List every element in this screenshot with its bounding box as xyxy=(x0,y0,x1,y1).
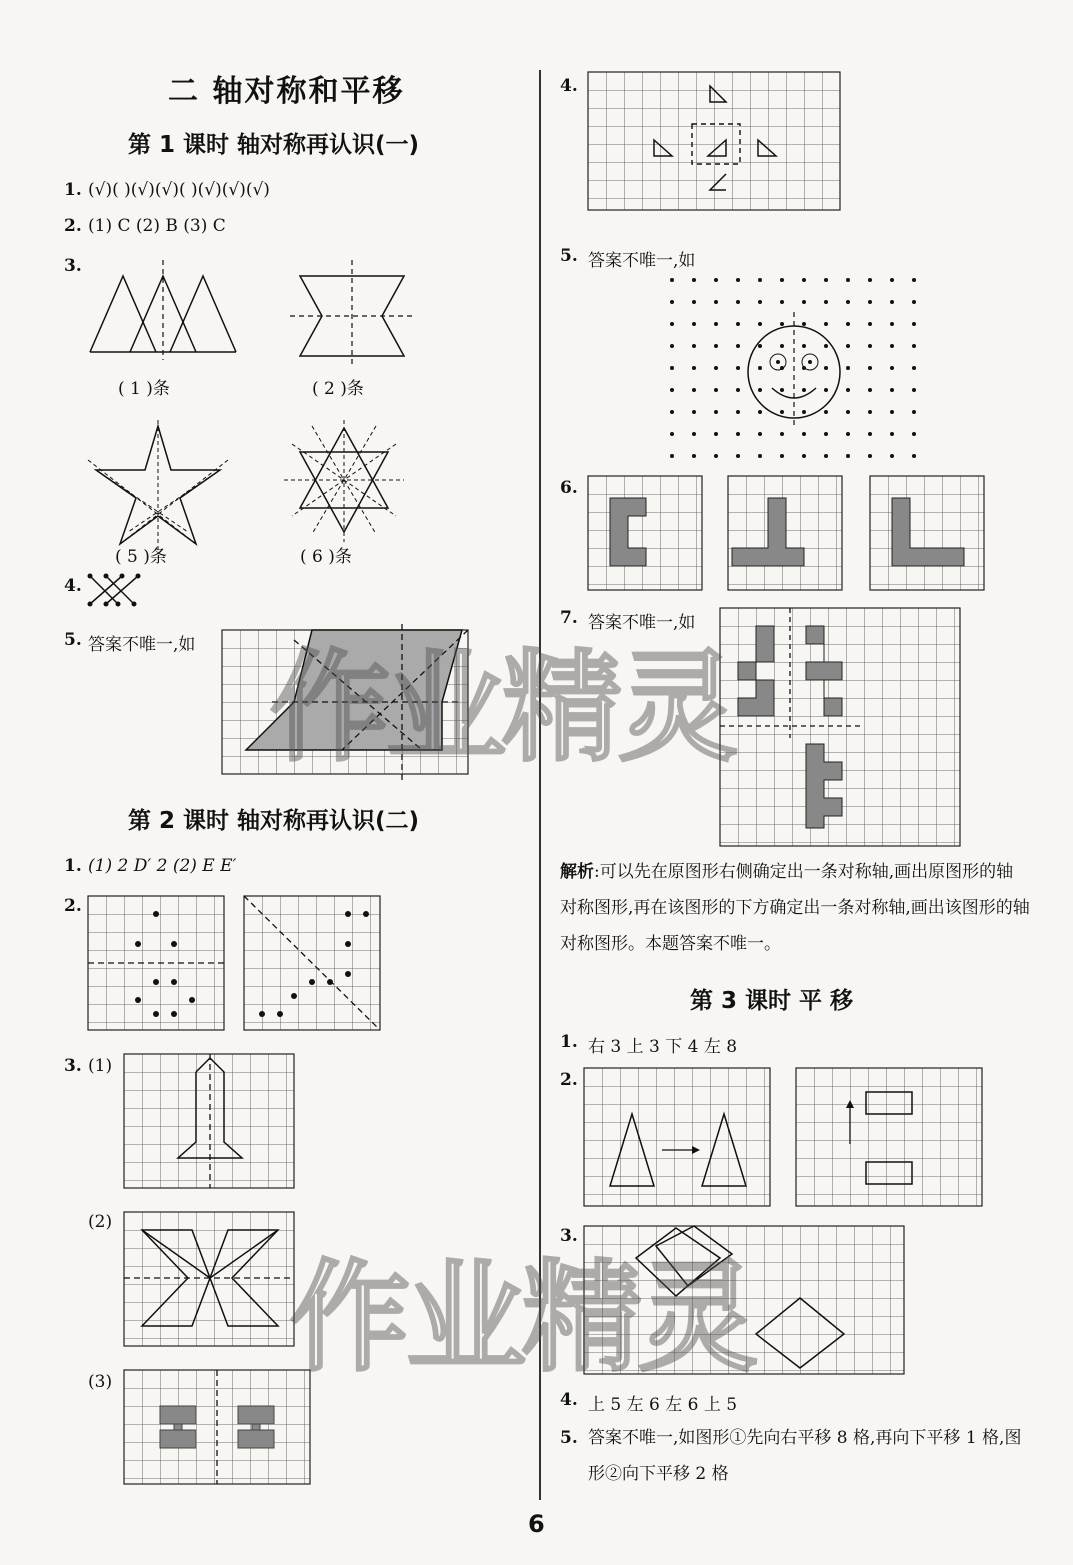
grid-dot xyxy=(714,278,718,282)
grid-dot xyxy=(912,388,916,392)
grid-dot xyxy=(802,432,806,436)
grid-dot xyxy=(670,366,674,370)
r-q5-number: 5. xyxy=(560,246,578,266)
grid-dot xyxy=(824,432,828,436)
watermark-bottom: 作业精灵 xyxy=(290,1249,754,1388)
grid-dot xyxy=(758,344,762,348)
grid-dot xyxy=(912,366,916,370)
l2q3-part-1: (1) xyxy=(88,1056,113,1076)
grid-dot xyxy=(736,388,740,392)
grid-dot xyxy=(736,344,740,348)
l3q3-number: 3. xyxy=(560,1226,578,1246)
grid-dot xyxy=(912,454,916,458)
grid-dot xyxy=(912,432,916,436)
grid-dot xyxy=(736,366,740,370)
grid-dot xyxy=(736,410,740,414)
q5-answer: 答案不唯一,如 xyxy=(88,635,196,655)
grid-dot xyxy=(890,366,894,370)
grid-dot xyxy=(780,300,784,304)
q3-figure-6 xyxy=(284,420,404,550)
q3-figure-1 xyxy=(88,260,238,356)
grid-dot xyxy=(758,410,762,414)
section-title: 二 轴对称和平移 xyxy=(168,74,405,109)
grid-dot xyxy=(824,366,828,370)
grid-dot xyxy=(736,432,740,436)
l2q2-grid-b xyxy=(244,896,380,1030)
grid-dot xyxy=(670,344,674,348)
grid-dot xyxy=(780,388,784,392)
grid-dot xyxy=(692,300,696,304)
grid-dot xyxy=(890,300,894,304)
grid-dot xyxy=(758,432,762,436)
r-q6-grid-1 xyxy=(588,476,702,590)
r-q5-dot-figure xyxy=(668,276,920,460)
grid-dot xyxy=(912,300,916,304)
grid-dot xyxy=(780,432,784,436)
q1-number: 1. xyxy=(64,180,82,200)
grid-dot xyxy=(692,322,696,326)
grid-dot xyxy=(912,344,916,348)
grid-dot xyxy=(890,344,894,348)
l3q5-number: 5. xyxy=(560,1428,578,1448)
grid-dot xyxy=(802,322,806,326)
grid-dot xyxy=(758,300,762,304)
grid-dot xyxy=(912,278,916,282)
grid-dot xyxy=(758,366,762,370)
grid-dot xyxy=(714,388,718,392)
r-q6-grid-2 xyxy=(728,476,842,590)
grid-dot xyxy=(802,344,806,348)
grid-dot xyxy=(824,388,828,392)
l2q3-grid-3 xyxy=(124,1370,310,1484)
grid-dot xyxy=(868,432,872,436)
l3q4-answer: 上 5 左 6 左 6 上 5 xyxy=(588,1395,738,1415)
grid-dot xyxy=(890,322,894,326)
grid-dot xyxy=(868,454,872,458)
grid-dot xyxy=(890,278,894,282)
grid-dot xyxy=(670,322,674,326)
q1-answer: (√)( )(√)(√)( )(√)(√)(√) xyxy=(88,180,270,200)
lesson1-title: 第 1 课时 轴对称再认识(一) xyxy=(128,132,420,158)
analysis-paragraph xyxy=(560,854,1030,962)
lesson3-title: 第 3 课时 平 移 xyxy=(690,988,854,1014)
grid-dot xyxy=(846,344,850,348)
grid-dot xyxy=(670,432,674,436)
grid-dot xyxy=(714,344,718,348)
q3-label-2: ( 2 )条 xyxy=(312,379,364,399)
grid-dot xyxy=(824,300,828,304)
l3q2-grid-1 xyxy=(584,1068,770,1206)
l2q2-number: 2. xyxy=(64,896,82,916)
grid-dot xyxy=(824,344,828,348)
grid-dot xyxy=(736,300,740,304)
grid-dot xyxy=(868,366,872,370)
grid-dot xyxy=(714,300,718,304)
lesson2-title: 第 2 课时 轴对称再认识(二) xyxy=(128,808,420,834)
grid-dot xyxy=(736,278,740,282)
grid-dot xyxy=(780,322,784,326)
grid-dot xyxy=(868,278,872,282)
r-q4-number: 4. xyxy=(560,76,578,96)
l3q5-answer: 答案不唯一,如图形①先向右平移 8 格,再向下平移 1 格,图形②向下平移 2 格 xyxy=(588,1428,1022,1484)
grid-dot xyxy=(802,300,806,304)
grid-dot xyxy=(670,454,674,458)
grid-dot xyxy=(692,278,696,282)
grid-dot xyxy=(758,322,762,326)
grid-dot xyxy=(714,410,718,414)
grid-dot xyxy=(670,388,674,392)
grid-dot xyxy=(758,454,762,458)
l2q3-number: 3. xyxy=(64,1056,82,1076)
grid-dot xyxy=(736,454,740,458)
grid-dot xyxy=(670,278,674,282)
grid-dot xyxy=(846,322,850,326)
grid-dot xyxy=(912,322,916,326)
l2q3-part-2: (2) xyxy=(88,1212,113,1232)
grid-dot xyxy=(758,278,762,282)
grid-dot xyxy=(890,454,894,458)
q3-number: 3. xyxy=(64,256,82,276)
grid-dot xyxy=(692,432,696,436)
r-q5-answer: 答案不唯一,如 xyxy=(588,251,696,271)
grid-dot xyxy=(890,432,894,436)
grid-dot xyxy=(868,410,872,414)
q5-number: 5. xyxy=(64,630,82,650)
l2q1-answer: (1) 2 D′ 2 (2) E E′ xyxy=(88,856,237,876)
grid-dot xyxy=(868,388,872,392)
l2q3-grid-2 xyxy=(124,1212,294,1346)
l2q3-grid-1 xyxy=(124,1054,294,1188)
l3q1-answer: 右 3 上 3 下 4 左 8 xyxy=(588,1037,738,1057)
grid-dot xyxy=(890,410,894,414)
r-q6-grid-3 xyxy=(870,476,984,590)
grid-dot xyxy=(868,300,872,304)
grid-dot xyxy=(692,366,696,370)
analysis-text: :可以先在原图形右侧确定出一条对称轴,画出原图形的轴对称图形,再在该图形的下方确定出一条对称轴,画出该图形的轴对称图形。本题答案不唯一。 xyxy=(560,862,1030,954)
grid-dot xyxy=(670,300,674,304)
l3q1-number: 1. xyxy=(560,1032,578,1052)
grid-dot xyxy=(824,454,828,458)
grid-dot xyxy=(846,278,850,282)
l2q3-part-3: (3) xyxy=(88,1372,113,1392)
r-q7-number: 7. xyxy=(560,608,578,628)
grid-dot xyxy=(890,388,894,392)
l3q4-number: 4. xyxy=(560,1390,578,1410)
grid-dot xyxy=(736,322,740,326)
grid-dot xyxy=(846,300,850,304)
grid-dot xyxy=(846,388,850,392)
grid-dot xyxy=(846,454,850,458)
grid-dot xyxy=(714,454,718,458)
q3-label-1: ( 1 )条 xyxy=(118,379,170,399)
q3-label-6: ( 6 )条 xyxy=(300,547,352,567)
grid-dot xyxy=(846,366,850,370)
grid-dot xyxy=(846,410,850,414)
grid-dot xyxy=(868,322,872,326)
l2q2-grid-a xyxy=(88,896,224,1030)
grid-dot xyxy=(780,344,784,348)
r-q6-number: 6. xyxy=(560,478,578,498)
l3q2-grid-2 xyxy=(796,1068,982,1206)
grid-dot xyxy=(802,454,806,458)
page-number: 6 xyxy=(528,1510,545,1538)
q3-label-5: ( 5 )条 xyxy=(115,547,167,567)
grid-dot xyxy=(824,278,828,282)
grid-dot xyxy=(714,366,718,370)
q4-number: 4. xyxy=(64,576,82,596)
grid-dot xyxy=(802,388,806,392)
q3-figure-5 xyxy=(88,420,228,550)
grid-dot xyxy=(714,322,718,326)
q4-figure xyxy=(86,572,152,608)
grid-dot xyxy=(692,344,696,348)
q2-answer: (1) C (2) B (3) C xyxy=(88,216,226,236)
l3q2-number: 2. xyxy=(560,1070,578,1090)
watermark-top: 作业精灵 xyxy=(270,639,734,778)
grid-dot xyxy=(802,410,806,414)
l2q1-number: 1. xyxy=(64,856,82,876)
q2-number: 2. xyxy=(64,216,82,236)
r-q7-answer: 答案不唯一,如 xyxy=(588,613,696,633)
grid-dot xyxy=(714,432,718,436)
grid-dot xyxy=(780,410,784,414)
grid-dot xyxy=(780,278,784,282)
grid-dot xyxy=(692,454,696,458)
grid-dot xyxy=(824,410,828,414)
r-q4-grid xyxy=(588,72,840,210)
grid-dot xyxy=(802,278,806,282)
analysis-label: 解析 xyxy=(560,862,594,882)
grid-dot xyxy=(780,454,784,458)
grid-dot xyxy=(824,322,828,326)
grid-dot xyxy=(912,410,916,414)
grid-dot xyxy=(692,388,696,392)
grid-dot xyxy=(692,410,696,414)
r-q7-grid xyxy=(720,608,960,846)
grid-dot xyxy=(670,410,674,414)
grid-dot xyxy=(758,388,762,392)
grid-dot xyxy=(868,344,872,348)
grid-dot xyxy=(846,432,850,436)
q3-figure-2 xyxy=(296,260,408,360)
